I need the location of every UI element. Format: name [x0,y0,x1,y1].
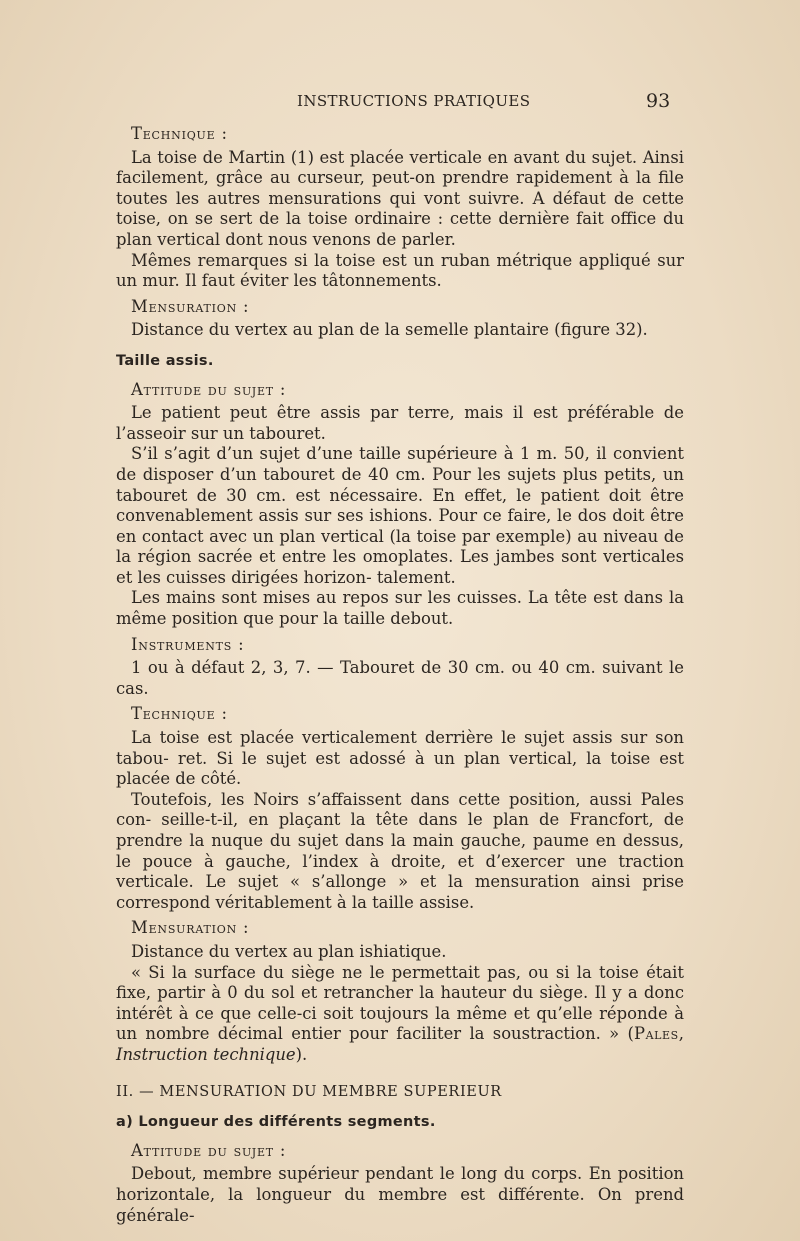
paragraph: Toutefois, les Noirs s’affaissent dans cette position, aussi Pales con- seille-t-il, en plaçant la tête dans le plan de Francfort, de prendre la nuque du sujet dans la main gauche, paume en dessus, le pouce à gauche, l’index à droite, et d’exercer une traction verticale. Le sujet « s’allonge » et la mensuration ainsi prise correspond véritablement à la taille assise. [116,789,684,912]
quote-separator: , [678,1024,684,1044]
page-number: 93 [646,90,671,112]
subheading-mensuration: Mensuration : [131,918,250,938]
subheading-attitude: Attitude du sujet : [131,379,287,399]
quote-text: « Si la surface du siège ne le permettait pas, ou si la toise était fixe, partir à 0 du sol et retrancher la hauteur du siège. Il y a donc intérêt à ce que celle-ci soit toujours la même et qu’elle réponde à un nombre décimal entier pour faciliter la soustraction. » ( [116,962,684,1044]
paragraph: 1 ou à défaut 2, 3, 7. — Tabouret de 30 cm. ou 40 cm. suivant le cas. [116,658,684,698]
paragraph: La toise est placée verticalement derrière le sujet assis sur son tabou- ret. Si le sujet est adossé à un plan vertical, la toise est placée de côté. [116,728,684,789]
paragraph: Le patient peut être assis par terre, mais il est préférable de l’asseoir sur un tabouret. [116,403,684,443]
paragraph: Distance du vertex au plan ishiatique. [131,941,447,961]
subheading-mensuration: Mensuration : [131,296,250,316]
paragraph: Les mains sont mises au repos sur les cuisses. La tête est dans la même position que pour la taille debout. [116,588,684,629]
paragraph: La toise de Martin (1) est placée verticale en avant du sujet. Ainsi facilement, grâce au curseur, peut-on prendre rapidement à la file toutes les autres mensurations qui vont suivre. A défaut de cette toise, on se sert de la toise ordinaire : cette dernière fait office du plan vertical dont nous venons de parler. [116,147,684,249]
paragraph: Distance du vertex au plan de la semelle plantaire (figure 32). [131,320,648,340]
quote-author: Pales [633,1024,679,1044]
section-title-membre-superieur: II. — MENSURATION DU MEMBRE SUPERIEUR [116,1083,502,1100]
section-title-longueur-segments: a) Longueur des différents segments. [116,1114,436,1131]
subheading-instruments: Instruments : [131,634,245,654]
subheading-attitude: Attitude du sujet : [131,1140,287,1160]
paragraph: S’il s’agit d’un sujet d’une taille supérieure à 1 m. 50, il convient de disposer d’un tabouret de 40 cm. Pour les sujets plus petits, un tabouret de 30 cm. est nécessaire. En effet, le patient doit être convenablement assis sur ses ishions. Pour ce faire, le dos doit être en contact avec un plan vertical (la toise par exemple) au niveau de la région sacrée et entre les omoplates. Les jambes sont verticales et les cuisses dirigées horizon- talement. [116,444,684,587]
paragraph: Mêmes remarques si la toise est un ruban métrique appliqué sur un mur. Il faut éviter les tâtonnements. [116,250,684,291]
page-header [0,92,800,116]
paragraph: Debout, membre supérieur pendant le long du corps. En position horizontale, la longueur du membre est différente. On prend générale- [116,1164,684,1225]
subheading-technique: Technique : [131,124,228,143]
quote-end: ). [295,1044,308,1064]
subheading-technique: Technique : [131,704,228,724]
running-head: INSTRUCTIONS PRATIQUES [297,92,531,110]
quote-work: Instruction technique [116,1044,296,1064]
paragraph-quote [116,963,684,1066]
section-title-taille-assis: Taille assis. [116,352,214,369]
body-text [116,124,684,1226]
